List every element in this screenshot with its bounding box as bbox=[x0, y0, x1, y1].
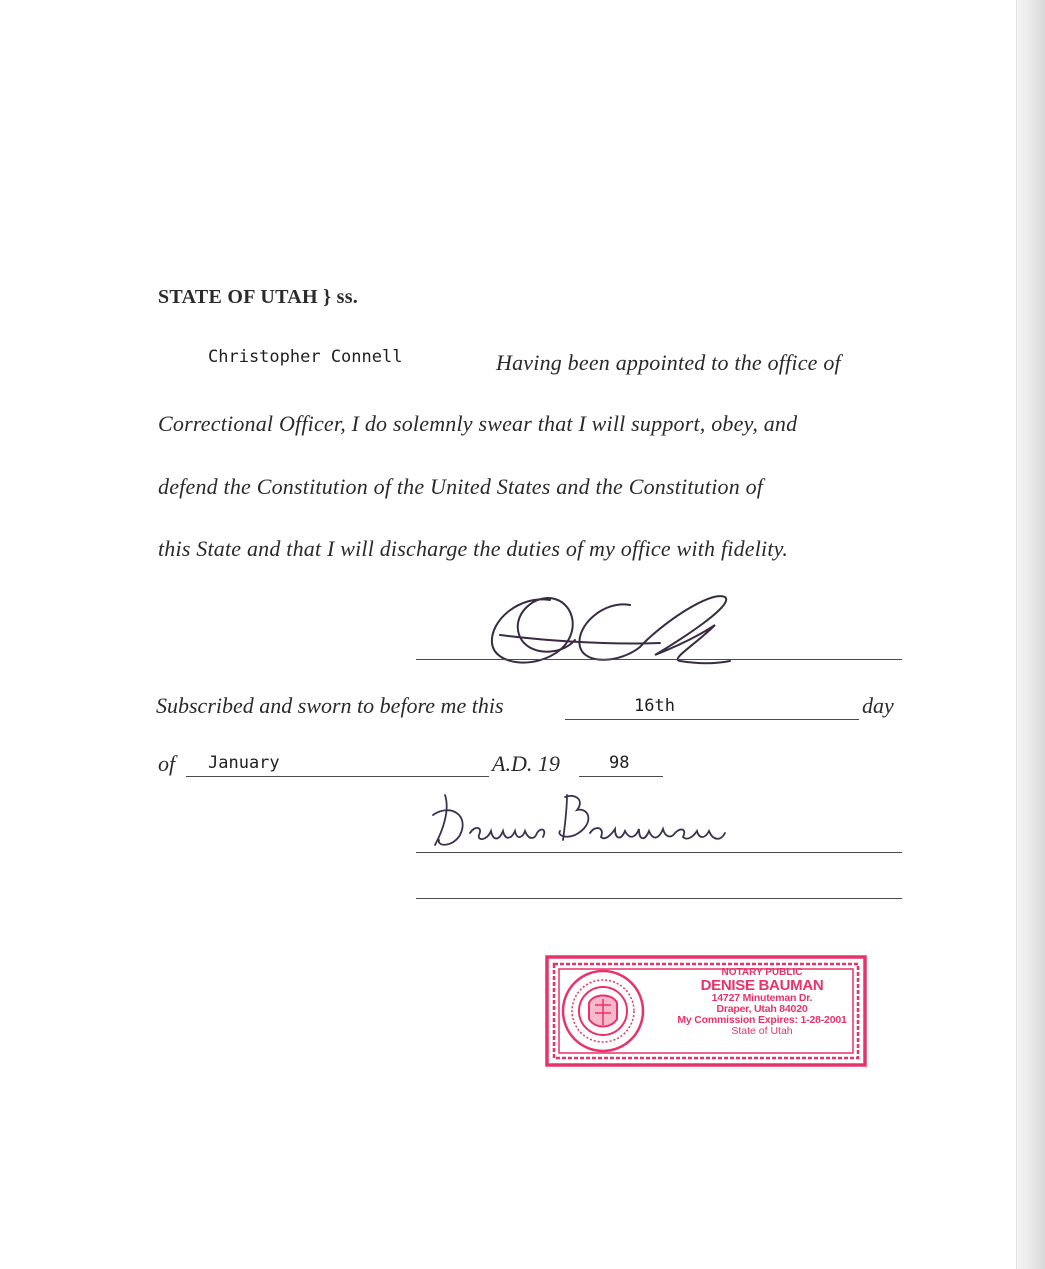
of-prefix: of bbox=[158, 751, 176, 776]
officer-signature-line bbox=[416, 659, 902, 660]
year-line bbox=[579, 776, 663, 777]
oath-line-3: defend the Constitution of the United States and the Constitution of bbox=[158, 474, 764, 499]
subscribed-text: Subscribed and sworn to before me this bbox=[156, 693, 504, 718]
stamp-address-line-1: 14727 Minuteman Dr. bbox=[711, 992, 813, 1005]
officer-signature bbox=[480, 585, 750, 680]
day-value: 16th bbox=[634, 696, 675, 716]
oath-line-2: Correctional Officer, I do solemnly swear that I will support, obey, and bbox=[158, 411, 798, 436]
oath-line-4: this State and that I will discharge the duties of my office with fidelity. bbox=[158, 536, 789, 561]
stamp-text-block bbox=[662, 968, 862, 1036]
stamp-title: NOTARY PUBLIC bbox=[721, 967, 803, 978]
document-heading: STATE OF UTAH } ss. bbox=[158, 286, 359, 308]
notary-title-line bbox=[416, 898, 902, 899]
day-suffix: day bbox=[862, 693, 894, 718]
page-edge bbox=[1016, 0, 1045, 1269]
month-value: January bbox=[208, 753, 280, 773]
notary-signature bbox=[425, 785, 755, 855]
appointee-name: Christopher Connell bbox=[208, 347, 403, 367]
notary-signature-line bbox=[416, 852, 902, 853]
stamp-address-line-2: Draper, Utah 84020 bbox=[716, 1003, 808, 1016]
month-line bbox=[186, 776, 489, 777]
oath-line-1: Having been appointed to the office of bbox=[496, 350, 841, 375]
year-value: 98 bbox=[609, 753, 630, 773]
ad-prefix: A.D. 19 bbox=[492, 751, 560, 776]
stamp-state: State of Utah bbox=[731, 1024, 793, 1037]
stamp-commission: My Commission Expires: 1-28-2001 bbox=[677, 1013, 847, 1026]
stamp-notary-name: DENISE BAUMAN bbox=[700, 977, 824, 995]
day-line bbox=[565, 719, 859, 720]
